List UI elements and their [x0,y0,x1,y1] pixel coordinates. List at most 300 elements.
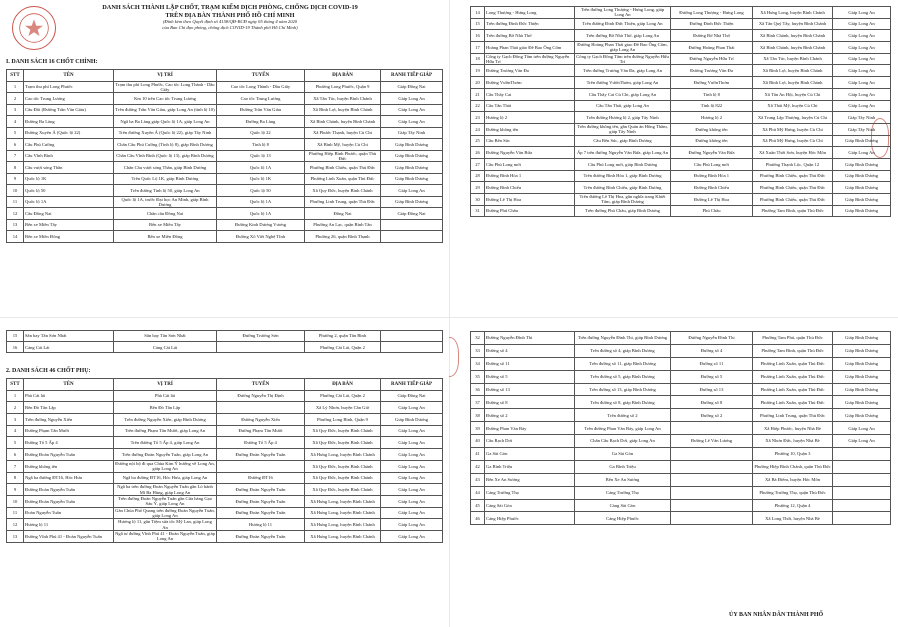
table-cell: Giáp Long An [381,460,443,472]
table-cell: Đường Nguyễn Văn Bứa [671,147,753,159]
table-cell: Trên đường số 2 [575,409,671,422]
table-cell: Giáp Long An [381,495,443,507]
table-cell: Xã Thái Mỹ, huyện Củ Chi [753,100,833,112]
table-cell: 8 [7,162,24,174]
table-row [7,519,443,531]
table-cell: Giáp Bình Dương [833,357,891,370]
table-cell: Cầu Phú Cường [24,139,114,151]
table-cell: Trạm thu phí Long Phước, Cao tốc Long Thành - Dầu Giây [115,81,215,92]
table-cell: Trên đường Tỉnh lộ 50, giáp Long An [114,185,217,197]
table-cell: Đường Đoàn Nguyễn Tuấn [217,507,305,519]
table-cell [381,219,443,231]
table-cell: Xã Quy Đức, huyện Bình Chánh [305,185,381,197]
table-cell: Quốc lộ 1A [217,208,305,220]
table-cell: Cầu Phú Long mới [671,158,753,170]
table-cell: Phường Linh Xuân, quận Thủ Đức [753,396,833,409]
table-cell [381,342,443,353]
table-row [471,42,891,54]
table-row [7,231,443,243]
table-cell: 12 [7,208,24,220]
table-row [7,507,443,519]
table-cell: Trạm thu phí Long Phước [24,81,114,93]
column-header: TUYẾN [217,379,305,391]
table-cell: Giáp Đồng Nai [381,390,443,402]
table-cell: Trên đường Đinh Đức Thiện, giáp Long An [575,18,671,30]
stamp-icon [449,337,459,377]
table-cell: Xã Tân An Hội, huyện Củ Chi [753,88,833,100]
table-cell: Trên đường không tên, gần Quán ăn Hồng Thắm, giáp Tây Ninh [575,123,671,135]
table-row [7,208,443,220]
table-cell: 27 [471,158,485,170]
table-cell: Trên đường Tổ 5 Ấp 4, giáp Long An [114,437,217,449]
table-row [471,112,891,124]
table-cell: Giáp Long An [381,425,443,437]
table-cell: Chân Cầu Rạch Dơi, giáp Long An [575,435,671,448]
table-cell: Giáp Bình Dương [381,196,443,208]
table-cell: Đường số 2 [671,409,753,422]
table-cell: Đường Phạm Tấn Mười [24,425,114,437]
table-cell: Đường số 4 [671,344,753,357]
table-cell: Giáp Long An [381,402,443,414]
table-cell: Xã Bình Lợi, huyện Bình Chánh [753,65,833,77]
table-row [471,512,891,525]
table-cell: Trên đường số 13, giáp Bình Dương [575,383,671,396]
table-cell [381,231,443,243]
document-header [30,4,430,30]
table-cell: 36 [471,383,485,396]
table-cell: Xã Quy Đức, huyện Bình Chánh [305,472,381,484]
table-row [471,18,891,30]
section-2-title: 2. DANH SÁCH 46 CHỐT PHỤ: [6,368,91,374]
table-cell: Phường Hiệp Bình Chánh, quận Thủ Đức [753,460,833,473]
table-cell [833,473,891,486]
table-cell: Xã Hưng Long, huyện Bình Chánh [753,7,833,19]
table-cell: Hương lộ 2 [485,112,575,124]
table-cell: Giáp Bình Dương [381,414,443,426]
table-cell [671,422,753,435]
table-cell: 10 [7,495,24,507]
table-cell: Xã Tân Túc, huyện Bình Chánh [305,93,381,105]
table-cell: Giáp Bình Dương [833,409,891,422]
table-cell: Ngã tư đường Vĩnh Phú 41 - Đoàn Nguyễn Tuấn, giáp Long An [115,531,215,542]
table-cell: Đường Đinh Đức Thiện [671,18,753,30]
table-cell: 19 [471,65,485,77]
table-cell: Phú Châu [671,205,753,217]
table-row [7,162,443,174]
table-body [7,390,443,542]
table-row [471,344,891,357]
table-cell: Giáp Long An [381,449,443,461]
table-cell: Giáp Long An [381,472,443,484]
table-cell: Đường Trương Văn Đa [671,65,753,77]
table-cell: 42 [471,460,485,473]
table-cell: Xã Hưng Long, huyện Bình Chánh [305,530,381,542]
table-cell: Giáp Long An [833,18,891,30]
column-header: ĐỊA BÀN [305,70,381,82]
table-cell: Giáp Long An [833,53,891,65]
table-cell: Giáp Long An [381,484,443,496]
table-cell: 10 [7,185,24,197]
table-cell: 22 [471,100,485,112]
table-cell: Đường Lê Văn Lương [671,435,753,448]
table-cell: Đường Kinh Dương Vương [217,219,305,231]
table-cell: Xã Bà Điểm, huyện Hóc Môn [753,473,833,486]
table-cell: Chân Cầu Vĩnh Bình (Quốc lộ 13), giáp Bình Dương [114,150,217,162]
table-cell: Quốc lộ 22 [217,127,305,139]
table-cell: Ga Bình Triệu [575,460,671,473]
table-cell: 4 [7,116,24,128]
table-row [7,139,443,151]
table-cell: Trên đường Bờ Nhà Thờ [485,30,575,42]
table-cell: Giáp Bình Dương [833,135,891,147]
table-cell: Trên đường Bình Chiểu, giáp Bình Dương [575,182,671,194]
table-cell: Đường số 4 [485,344,575,357]
table-cell: Giáp Đồng Nai [381,81,443,93]
table-cell: 11 [7,196,24,208]
table-row [471,182,891,194]
table-cell: Km 10 trên Cao tốc Trung Lương [114,93,217,105]
table-cell: Trên đường Bờ Nhà Thờ, giáp Long An [575,30,671,42]
table-cell: Quốc lộ 1K [217,173,305,185]
table-cell: Trên đường Phạm Tấn Mười, giáp Long An [114,425,217,437]
table-cell: 14 [471,7,485,19]
table-cell: 2 [7,402,24,414]
table-cell: Cầu Bến Súc, giáp Bình Dương [575,135,671,147]
table-cell: Trên đường số 8, giáp Bình Dương [575,396,671,409]
table-cell: Đường nội bộ đi qua Chùa Kim Ý hướng về Long An, giáp Long An [115,460,215,472]
table-cell [833,499,891,512]
table-cell: Cảng Cát Lái [24,342,114,353]
table-cell: Đường Phan Văn Bảy [485,422,575,435]
table-cell: Bến xe Miền Đông [114,231,217,243]
table-cell: Đường không tên [671,123,753,135]
table-cell: Giáp Long An [833,100,891,112]
table-cell: Giáp Long An [381,507,443,519]
table-cell: Đường Lê Thị Hoa [485,194,575,206]
table-cell: Xã Phú Mỹ Hưng, huyện Củ Chi [753,135,833,147]
table-row [7,484,443,496]
table-cell: Xã Quy Đức, huyện Bình Chánh [305,484,381,496]
table-cell: Cầu Tân Thái [485,100,575,112]
table-cell: Phường Linh Xuân, quận Thủ Đức [305,173,381,185]
document-subtitle: (Đính kèm theo Quyết định số 4158/QĐ-BCĐ ngày 05 tháng 4 năm 2020 [162,19,298,24]
table-row [471,435,891,448]
table-row [7,402,443,414]
table-body [471,332,891,525]
table-cell: Đường Nguyễn Đình Thi [485,332,575,345]
table-row [7,342,443,353]
table-cell [671,512,753,525]
table-row [7,495,443,507]
table-cell: Đoàn Nguyễn Tuấn [24,507,114,519]
table-cell: Trên đường số 4, giáp Bình Dương [575,344,671,357]
table-cell: Cảng Hiệp Phước [485,512,575,525]
table-cell: Quốc lộ 1A, trước Đại học An Minh, giáp Bình Dương [114,196,217,208]
secondary-checkpoints-table [6,378,443,543]
table-cell: Giáp Bình Dương [833,396,891,409]
table-cell: Phà Cát lái [114,390,217,402]
table-cell: Đường Đoàn Nguyễn Tuấn [217,449,305,461]
table-cell: Bến xe Miền Đông [24,231,114,243]
table-cell: 28 [471,170,485,182]
table-cell: Ngã ba trên đường Đoàn Nguyễn Tuấn gần Lò bánh Mì Ba Hùng, giáp Long An [114,484,217,496]
table-cell: Trên đường số 11, giáp Bình Dương [575,357,671,370]
table-cell [833,448,891,461]
table-row [471,473,891,486]
table-cell: Giáp Bình Dương [381,162,443,174]
column-header: TÊN [24,379,114,391]
section-1-title: I. DANH SÁCH 16 CHỐT CHÍNH: [6,59,98,65]
table-row [471,448,891,461]
table-cell: Đường không tên [485,123,575,135]
table-row [471,499,891,512]
table-cell [671,448,753,461]
table-cell: Đường Ba Làng [217,116,305,128]
table-cell: Hương lộ 11 [217,519,305,531]
table-cell: 2 [7,93,24,105]
table-cell: Chân cầu Đồng Nai [114,208,217,220]
table-cell: Cầu Thầy Cai [485,88,575,100]
table-cell: Giáp Bình Dương [833,383,891,396]
table-cell: Giáp Long An [833,65,891,77]
table-cell: Xã Hưng Long, huyện Bình Chánh [305,495,381,507]
table-cell: Đường Hoàng Phan Thái [671,42,753,54]
table-cell: Xã Tân Túc, huyện Bình Chánh [753,53,833,65]
table-cell: Xã Hưng Long, huyện Bình Chánh [305,449,381,461]
table-row [471,53,891,65]
table-cell: Xã Hiệp Phước, huyện Nhà Bè [753,422,833,435]
table-cell: Phường 10, Quận 3 [753,448,833,461]
table-cell: Giáp Long An [833,30,891,42]
column-header: RANH TIẾP GIÁP [381,379,443,391]
table-row [471,7,891,19]
table-cell: Phường Hiệp Bình Phước, quận Thủ Đức [305,150,381,162]
table-cell: Phà Cát lái [24,390,114,402]
table-cell: 3 [7,414,24,426]
table-cell: 30 [471,194,485,206]
table-cell [217,402,305,414]
table-cell: Quốc lộ 1A [24,196,114,208]
table-cell: Tỉnh lộ 8 [671,88,753,100]
table-row [7,116,443,128]
table-cell: Phường Trường Thọ, quận Thủ Đức [753,486,833,499]
table-cell: Phường Bình Chiểu, quận Thủ Đức [753,182,833,194]
table-cell: Đường Trần Văn Giàu [217,104,305,116]
table-cell [217,460,305,472]
table-cell [833,486,891,499]
table-cell: 15 [7,331,24,342]
table-cell: Cảng Cát Lái [114,342,217,353]
table-row [7,196,443,208]
table-row [471,88,891,100]
table-cell: Đường Hoàng Phan Thái giao Đê Bao Ông Cốm, giáp Long An [575,42,671,54]
column-header: STT [7,70,24,82]
table-row [471,77,891,89]
table-row [471,65,891,77]
table-row [7,460,443,472]
table-cell: Giáp Long An [833,7,891,19]
table-cell: Đường Đoàn Nguyễn Tuấn [217,530,305,542]
table-cell: Xã Nhơn Đức, huyện Nhà Bè [753,435,833,448]
table-cell: 32 [471,332,485,345]
table-cell: Đường không tên [671,135,753,147]
table-cell [671,473,753,486]
table-cell: Tỉnh lộ 8 [217,139,305,151]
table-cell: Đường Xuyên Á (Quốc lộ 22) [24,127,114,139]
table-header-row [7,379,443,391]
table-cell: 13 [7,219,24,231]
table-cell: Đường Đoàn Nguyễn Tuấn [24,495,114,507]
table-cell: Đường số 13 [671,383,753,396]
table-row [7,150,443,162]
table-cell: Phường Tam Phú, quận Thủ Đức [753,332,833,345]
table-cell: 37 [471,396,485,409]
table-row [471,123,891,135]
table-cell: 29 [471,182,485,194]
table-cell: Phường Thạnh Lộc, Quận 12 [753,158,833,170]
table-cell: 5 [7,437,24,449]
table-row [471,30,891,42]
table-cell: Phường 12, Quận 4 [753,499,833,512]
table-cell: Cầu Đôi (Đường Trần Văn Giàu) [24,104,114,116]
table-cell: Phường Tam Bình, quận Thủ Đức [753,344,833,357]
table-cell: 41 [471,448,485,461]
table-cell: Trên đường Lê Thị Hoa, gần nghĩa trang Khiết Tâm, giáp Bình Dương [575,194,671,206]
table-row [7,185,443,197]
table-row [471,383,891,396]
column-header: VỊ TRÍ [114,70,217,82]
table-cell: Cao tốc Long Thành - Dầu Giây [217,81,305,93]
table-cell: 1 [7,390,24,402]
table-cell [671,460,753,473]
document-title: DANH SÁCH THÀNH LẬP CHỐT, TRẠM KIỂM DỊCH PHÒNG, CHỐNG DỊCH COVID-19 [102,4,358,11]
table-cell: 9 [7,173,24,185]
table-cell: Phường Long Bình, Quận 9 [305,414,381,426]
table-cell: Giáp Long An [833,422,891,435]
table-cell: Quốc lộ 1A [217,162,305,174]
table-cell: Giáp Long An [833,435,891,448]
table-cell: 31 [471,205,485,217]
table-cell: 7 [7,460,24,472]
table-cell: Quốc lộ 13 [217,150,305,162]
table-cell: Hương lộ 2 [671,112,753,124]
table-cell: 18 [471,53,485,65]
table-cell: Giáp Long An [833,147,891,159]
table-cell: Phường Bình Chiểu, quận Thủ Đức [305,162,381,174]
table-cell: Bến xe Miền Tây [24,219,114,231]
table-cell: 40 [471,435,485,448]
table-cell: Tỉnh lộ 822 [671,100,753,112]
table-cell: Xã Bình Lợi, huyện Bình Chánh [305,104,381,116]
table-body [7,331,443,353]
table-cell: Xã Xuân Thới Sơn, huyện Hóc Môn [753,147,833,159]
table-cell: Đường Bình Chiểu [485,182,575,194]
table-cell: 16 [471,30,485,42]
table-cell: Trên đường Xuyên Á (Quốc lộ 22), giáp Tây Ninh [114,127,217,139]
table-cell: 8 [7,472,24,484]
table-row [471,422,891,435]
table-cell: Trên đường Đoàn Nguyễn Tuấn, giáp Long An [114,449,217,461]
table-cell: 6 [7,449,24,461]
table-cell: Đường ĐT16 [217,472,305,484]
table-cell: Đường Bình Hòa 1 [485,170,575,182]
table-cell: 13 [7,530,24,542]
column-header: STT [7,379,24,391]
table-cell: 11 [7,507,24,519]
table-cell: Hoàng Phan Thái giáo Đê Bao Ông Cốm [485,42,575,54]
table-cell: Trên đường Hương lộ 2, giáp Tây Ninh [575,112,671,124]
table-cell: Đường Xô Viết Nghệ Tĩnh [217,231,305,243]
table-cell: Cầu Vĩnh Bình [24,150,114,162]
table-cell: Giáp Long An [381,104,443,116]
table-cell: Cầu Phú Long mới, giáp Bình Dương [575,158,671,170]
table-cell: 21 [471,88,485,100]
table-row [7,173,443,185]
table-cell: Gần Chùa Phổ Quang trên đường Đoàn Nguyễn Tuấn, giáp Long An [115,507,215,518]
table-cell: 15 [471,18,485,30]
column-header: TUYẾN [217,70,305,82]
table-cell: 33 [471,344,485,357]
table-cell: Bến xe Miền Tây [114,219,217,231]
table-cell: Phường Tam Bình, quận Thủ Đức [753,205,833,217]
table-cell: Phường 26, quận Bình Thạnh [305,231,381,243]
table-cell: Xã Hưng Long, huyện Bình Chánh [305,519,381,531]
table-cell: 45 [471,499,485,512]
table-cell: Đường Bờ Nhà Thờ [671,30,753,42]
table-cell: Giáp Long An [381,519,443,531]
table-cell: Xã Phú Mỹ Hưng, huyện Củ Chi [753,123,833,135]
table-cell: Cảng Trường Thọ [485,486,575,499]
table-cell: Phường Long Phước, Quận 9 [305,81,381,93]
table-cell: Giáp Bình Dương [833,170,891,182]
table-row [7,127,443,139]
table-cell: Phường Bình Chiểu, quận Thủ Đức [753,170,833,182]
table-cell: Phường Linh Xuân, quận Thủ Đức [753,383,833,396]
table-cell: Giáp Bình Dương [381,173,443,185]
table-cell: Đường số 8 [671,396,753,409]
table-row [7,331,443,342]
table-cell: Phường Linh Xuân, quận Thủ Đức [753,370,833,383]
table-cell: Xã Phước Thạnh, huyện Củ Chi [305,127,381,139]
table-cell: Sân bay Tân Sơn Nhất [24,331,114,342]
table-row [7,437,443,449]
table-cell: Cảng Sài Gòn [575,499,671,512]
table-body [7,81,443,242]
table-body [471,7,891,217]
table-cell: Trên đường Nguyễn Xiển [24,414,114,426]
table-cell: Phường Bình Chiểu, quận Thủ Đức [753,194,833,206]
table-cell: Trên đường Nguyễn Xiển, giáp Bình Dương [114,414,217,426]
table-cell: Đường số 5 [671,370,753,383]
table-cell: Quốc lộ 50 [24,185,114,197]
table-cell: Đường Đoàn Nguyễn Tuấn [217,495,305,507]
table-cell: 34 [471,357,485,370]
table-cell: Đường số 5 [485,370,575,383]
table-cell: Xã Quy Đức, huyện Bình Chánh [305,437,381,449]
table-cell: 14 [7,231,24,243]
table-row [471,100,891,112]
table-cell: Đường Nguyễn Xiển [217,414,305,426]
main-checkpoints-table [6,69,443,243]
table-row [471,460,891,473]
table-row [7,414,443,426]
table-cell: Quốc lộ 50 [217,185,305,197]
table-cell: Đường số 2 [485,409,575,422]
table-cell: Trên đường Đoàn Nguyễn Tuấn gần Cửa hàng Gạo Sáu Ý, giáp Long An [114,495,217,507]
table-cell: 25 [471,135,485,147]
table-cell: Quốc lộ 1K [24,173,114,185]
table-row [7,93,443,105]
